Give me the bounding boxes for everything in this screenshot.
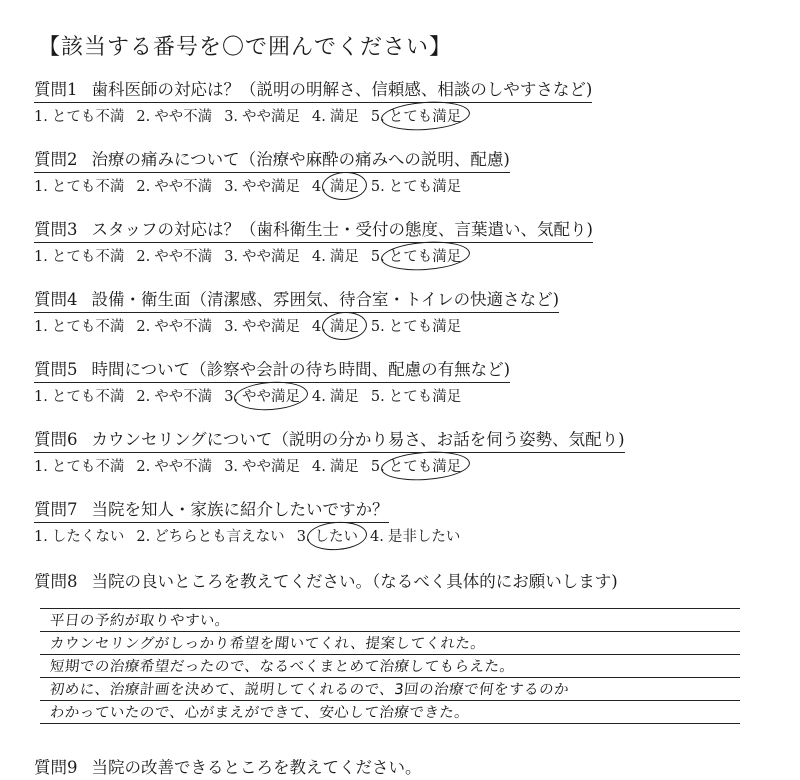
answer-line <box>40 678 740 701</box>
question-8-title <box>34 572 618 594</box>
option-number: 3. <box>224 179 239 195</box>
option-number: 4. <box>312 249 326 265</box>
option-label: やや満足 <box>242 319 301 335</box>
answer-option[interactable] <box>312 457 359 477</box>
question-text: カウンセリングについて（説明の分かり易さ、お話を伺う姿勢、気配り) <box>91 430 625 449</box>
option-number: 4. <box>312 109 326 125</box>
answer-line <box>40 632 740 655</box>
option-number: 5. <box>370 389 385 405</box>
option-number: 3. <box>224 249 239 265</box>
question-text: スタッフの対応は？（歯科衛生士・受付の態度、言葉遣い、気配り) <box>91 220 593 239</box>
answer-line-top <box>40 602 740 609</box>
question-6-title <box>34 430 625 453</box>
option-label: やや不満 <box>154 249 213 265</box>
answer-option[interactable] <box>224 107 300 127</box>
option-number: 4. <box>312 319 326 335</box>
answer-option[interactable] <box>136 317 212 337</box>
question-9-title <box>34 758 422 780</box>
question-number: 質問8 <box>34 572 78 591</box>
option-number: 2. <box>136 249 151 265</box>
option-number: 5. <box>370 109 385 125</box>
answer-option[interactable] <box>34 247 124 267</box>
answer-option[interactable] <box>136 107 212 127</box>
option-label: やや満足 <box>242 389 301 405</box>
option-label: とても不満 <box>51 249 125 265</box>
option-label: とても不満 <box>51 459 125 475</box>
option-label: とても不満 <box>51 389 125 405</box>
option-label: とても不満 <box>51 319 125 335</box>
option-number: 3. <box>296 529 311 545</box>
option-number: 2. <box>136 459 151 475</box>
answer-line <box>40 609 740 632</box>
question-number: 質問6 <box>34 430 78 449</box>
handwritten-answer: 平日の予約が取りやすい。 <box>49 613 231 629</box>
answer-option-circled[interactable] <box>371 457 461 477</box>
answer-option[interactable] <box>224 177 300 197</box>
option-number: 3. <box>224 109 239 125</box>
option-label: やや不満 <box>154 459 213 475</box>
answer-option-circled[interactable] <box>312 177 359 197</box>
option-label: 満足 <box>329 179 359 195</box>
option-label: 満足 <box>329 249 359 265</box>
answer-options <box>34 177 774 197</box>
option-label: とても満足 <box>388 109 462 125</box>
option-number: 1. <box>34 249 48 265</box>
answer-option[interactable] <box>312 387 359 407</box>
handwritten-answer: わかっていたので、心がまえができて、安心して治療できた。 <box>49 705 471 721</box>
option-number: 5. <box>370 319 385 335</box>
question-4 <box>34 290 774 337</box>
answer-option-circled[interactable] <box>297 527 358 547</box>
option-label: やや不満 <box>154 179 213 195</box>
option-label: やや満足 <box>242 179 301 195</box>
option-number: 4. <box>312 179 326 195</box>
question-number: 質問5 <box>34 360 78 379</box>
option-number: 5. <box>370 249 385 265</box>
option-number: 1. <box>34 109 48 125</box>
answer-option[interactable] <box>136 247 212 267</box>
question-text: 設備・衛生面（清潔感、雰囲気、待合室・トイレの快適さなど) <box>91 290 560 309</box>
answer-option[interactable] <box>312 107 359 127</box>
option-number: 1. <box>34 179 48 195</box>
answer-options <box>34 107 774 127</box>
option-number: 1. <box>34 389 48 405</box>
option-label: やや満足 <box>242 459 301 475</box>
answer-option[interactable] <box>136 387 212 407</box>
question-number: 質問2 <box>34 150 78 169</box>
answer-option[interactable] <box>136 527 284 547</box>
option-number: 4. <box>312 459 326 475</box>
answer-line <box>40 701 740 724</box>
option-label: とても満足 <box>388 179 462 195</box>
answer-options <box>34 457 774 477</box>
question-1 <box>34 80 774 127</box>
answer-option[interactable] <box>370 527 460 547</box>
option-label: やや不満 <box>154 109 213 125</box>
form-title: 【該当する番号を〇で囲んでください】 <box>38 35 453 60</box>
question-3 <box>34 220 774 267</box>
option-number: 5. <box>370 179 385 195</box>
option-label: やや不満 <box>154 319 213 335</box>
question-2 <box>34 150 774 197</box>
question-2-title <box>34 150 510 173</box>
answer-option[interactable] <box>224 317 300 337</box>
option-number: 4. <box>312 389 326 405</box>
option-number: 1. <box>34 459 48 475</box>
answer-option[interactable] <box>371 177 461 197</box>
question-7-title <box>34 500 389 523</box>
question-5-title <box>34 360 510 383</box>
question-number: 質問4 <box>34 290 78 309</box>
option-label: したくない <box>51 529 125 545</box>
option-label: とても満足 <box>388 319 462 335</box>
answer-option[interactable] <box>34 527 124 547</box>
handwritten-answer: カウンセリングがしっかり希望を聞いてくれ、提案してくれた。 <box>49 636 487 652</box>
question-text: 当院の改善できるところを教えてください。 <box>91 758 422 777</box>
answer-option[interactable] <box>34 317 124 337</box>
option-number: 2. <box>136 179 151 195</box>
answer-option[interactable] <box>34 177 124 197</box>
answer-option[interactable] <box>34 387 124 407</box>
option-number: 1. <box>34 529 48 545</box>
answer-option[interactable] <box>136 177 212 197</box>
option-number: 4. <box>370 529 384 545</box>
answer-options <box>34 527 774 547</box>
answer-option[interactable] <box>136 457 212 477</box>
option-label: やや満足 <box>242 109 301 125</box>
handwritten-answer: 初めに、治療計画を決めて、説明してくれるので、3回の治療で何をするのか <box>49 682 570 698</box>
question-4-title <box>34 290 559 313</box>
question-8 <box>34 572 774 594</box>
option-number: 3. <box>224 389 239 405</box>
question-text: 当院を知人・家族に紹介したいですか？ <box>91 500 389 519</box>
option-number: 2. <box>136 389 151 405</box>
question-3-title <box>34 220 593 243</box>
question-1-title <box>34 80 592 103</box>
option-number: 1. <box>34 319 48 335</box>
question-text: 治療の痛みについて（治療や麻酔の痛みへの説明、配慮) <box>91 150 510 169</box>
answer-option[interactable] <box>34 107 124 127</box>
answer-line <box>40 655 740 678</box>
answer-option-circled[interactable] <box>312 317 359 337</box>
answer-options <box>34 387 774 407</box>
question-number: 質問9 <box>34 758 78 777</box>
option-number: 3. <box>224 459 239 475</box>
answer-option[interactable] <box>224 457 300 477</box>
option-label: とても不満 <box>51 179 125 195</box>
handwritten-answer: 短期での治療希望だったので、なるべくまとめて治療してもらえた。 <box>49 659 516 675</box>
answer-option-circled[interactable] <box>371 107 461 127</box>
question-9 <box>34 758 774 780</box>
option-label: 満足 <box>329 459 359 475</box>
option-number: 2. <box>136 319 151 335</box>
option-label: とても満足 <box>388 459 462 475</box>
answer-option[interactable] <box>224 247 300 267</box>
answer-options <box>34 317 774 337</box>
option-number: 2. <box>136 529 151 545</box>
question-number: 質問1 <box>34 80 78 99</box>
option-label: 満足 <box>329 389 359 405</box>
option-label: やや不満 <box>154 389 213 405</box>
answer-option[interactable] <box>371 387 461 407</box>
option-label: 満足 <box>329 109 359 125</box>
question-text: 歯科医師の対応は？（説明の明解さ、信頼感、相談のしやすさなど) <box>91 80 593 99</box>
question-8-answer-area <box>40 602 740 724</box>
option-label: したい <box>314 529 359 545</box>
answer-option[interactable] <box>312 247 359 267</box>
question-5 <box>34 360 774 407</box>
option-label: とても満足 <box>388 249 462 265</box>
question-number: 質問7 <box>34 500 78 519</box>
option-number: 3. <box>224 319 239 335</box>
answer-option-circled[interactable] <box>371 247 461 267</box>
answer-option[interactable] <box>371 317 461 337</box>
option-label: やや満足 <box>242 249 301 265</box>
option-label: とても満足 <box>388 389 462 405</box>
option-label: 満足 <box>329 319 359 335</box>
answer-option-circled[interactable] <box>224 387 300 407</box>
answer-option[interactable] <box>34 457 124 477</box>
question-7 <box>34 500 774 547</box>
option-label: どちらとも言えない <box>154 529 285 545</box>
question-number: 質問3 <box>34 220 78 239</box>
option-number: 2. <box>136 109 151 125</box>
question-6 <box>34 430 774 477</box>
option-number: 5. <box>370 459 385 475</box>
question-text: 当院の良いところを教えてください。（なるべく具体的にお願いします) <box>91 572 618 591</box>
question-text: 時間について（診察や会計の待ち時間、配慮の有無など) <box>91 360 511 379</box>
option-label: とても不満 <box>51 109 125 125</box>
option-label: 是非したい <box>387 529 461 545</box>
answer-options <box>34 247 774 267</box>
